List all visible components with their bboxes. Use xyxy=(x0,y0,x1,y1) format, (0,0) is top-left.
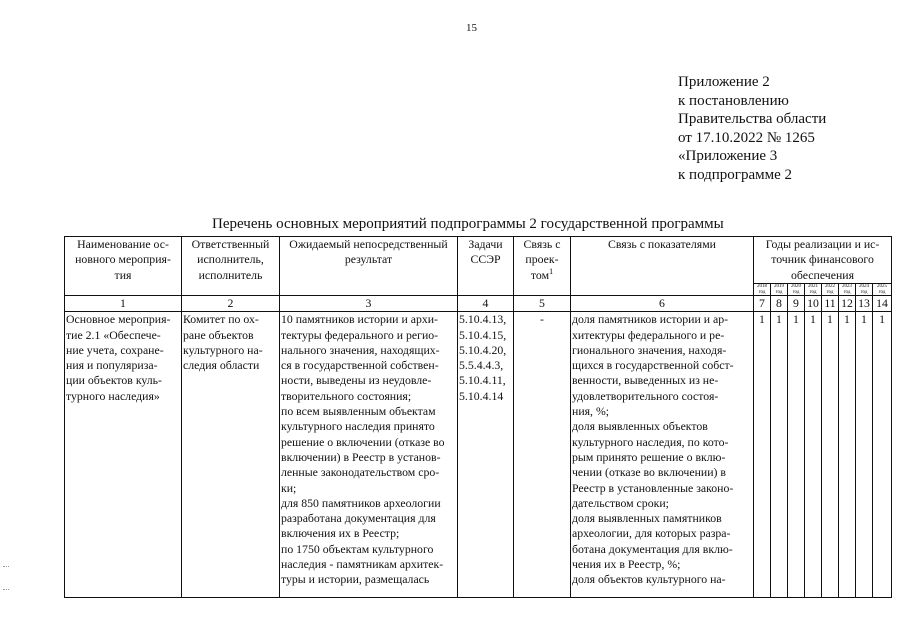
year-label: 2022 год xyxy=(822,284,839,296)
scan-edge-marks xyxy=(3,566,9,590)
tasks-cell: 5.10.4.13, 5.10.4.15, 5.10.4.20, 5.5.4.4.3, 5.10.4.11, 5.10.4.14 xyxy=(458,312,514,598)
events-table xyxy=(64,236,892,598)
appendix-line: «Приложение 3 xyxy=(678,148,778,164)
year-label: 2023 год xyxy=(839,284,856,296)
column-number: 8 xyxy=(771,296,788,312)
column-number: 10 xyxy=(805,296,822,312)
year-label: 2021 год xyxy=(805,284,822,296)
column-number: 11 xyxy=(822,296,839,312)
appendix-line: к постановлению xyxy=(678,92,789,109)
expected-result-cell: 10 памятников истории и архи- тектуры федерального и регио- нального значения, находящих- ся в государственной собствен- ности, выведены из неудовле- творительного состояния; по всем выявленным объектам культурного наследия принято решение о включении (отказе во включении) в Реестр в установ- ленные законодательством сро- ки; для 850 памятников археологии разработана документация для включения их в Реестр; по 1750 объектам культурного наследия - памятникам архитек- туры и истории, размещалась xyxy=(280,312,458,598)
year-value-cell: 1 xyxy=(822,312,839,598)
executor-cell: Комитет по ох- ране объектов культурного на- следия области xyxy=(182,312,280,598)
indicators-cell: доля памятников истории и ар- хитектуры федерального и ре- гионального значения, находя- щихся в государственной собст- венности, выведенных из не- удовлетворительного состоя- ния, %; доля выявленных объектов культурного наследия, по кото- рым принято решение о вклю- чении (отказе во включении) в Реестр в установленные законо- дательством сроки; доля выявленных памятников археологии, для которых разра- ботана документация для вклю- чения их в Реестр, %; доля объектов культурного на- xyxy=(571,312,754,598)
column-number: 4 xyxy=(458,296,514,312)
appendix-header xyxy=(678,73,826,184)
header-expected-result: Ожидаемый непосредственный результат xyxy=(280,237,458,296)
column-number: 1 xyxy=(65,296,182,312)
appendix-line: Приложение 2 xyxy=(678,74,770,90)
header-tasks: Задачи ССЭР xyxy=(458,237,514,296)
header-years: Годы реализации и ис- точник финансового обеспечения xyxy=(754,237,892,284)
appendix-line: к подпрограмме 2 xyxy=(678,166,792,183)
column-number: 3 xyxy=(280,296,458,312)
header-indicators: Связь с показателями xyxy=(571,237,754,296)
year-value-cell: 1 xyxy=(873,312,892,598)
table-title: Перечень основных мероприятий подпрограммы 2 государственной программы xyxy=(212,216,724,232)
year-label: 2025 год xyxy=(873,284,892,296)
year-value-cell: 1 xyxy=(839,312,856,598)
column-number: 7 xyxy=(754,296,771,312)
year-value-cell: 1 xyxy=(856,312,873,598)
year-value-cell: 1 xyxy=(771,312,788,598)
year-label: 2019 год xyxy=(771,284,788,296)
appendix-line: Правительства области xyxy=(678,111,827,127)
header-event-name: Наименование ос- новного мероприя- тия xyxy=(65,237,182,296)
header-executor: Ответственный исполнитель, исполнитель xyxy=(182,237,280,296)
appendix-line: от 17.10.2022 № 1265 xyxy=(678,129,815,146)
column-number: 9 xyxy=(788,296,805,312)
year-value-cell: 1 xyxy=(754,312,771,598)
page-number: 15 xyxy=(466,22,477,34)
footnote-mark: 1 xyxy=(549,266,554,276)
event-name-cell: Основное мероприя- тие 2.1 «Обеспече- ние учета, сохране- ния и популяриза- ции объектов куль- турного наследия» xyxy=(65,312,182,598)
column-number: 6 xyxy=(571,296,754,312)
header-project-link-text: Связь с проек- том xyxy=(523,237,561,282)
year-label: 2024 год xyxy=(856,284,873,296)
column-number: 5 xyxy=(514,296,571,312)
year-label: 2018 год xyxy=(754,284,771,296)
column-number: 13 xyxy=(856,296,873,312)
year-value-cell: 1 xyxy=(805,312,822,598)
year-value-cell: 1 xyxy=(788,312,805,598)
column-number: 14 xyxy=(873,296,892,312)
project-link-cell: - xyxy=(514,312,571,598)
column-number: 2 xyxy=(182,296,280,312)
header-project-link xyxy=(514,237,571,296)
year-label: 2020 год xyxy=(788,284,805,296)
column-number: 12 xyxy=(839,296,856,312)
